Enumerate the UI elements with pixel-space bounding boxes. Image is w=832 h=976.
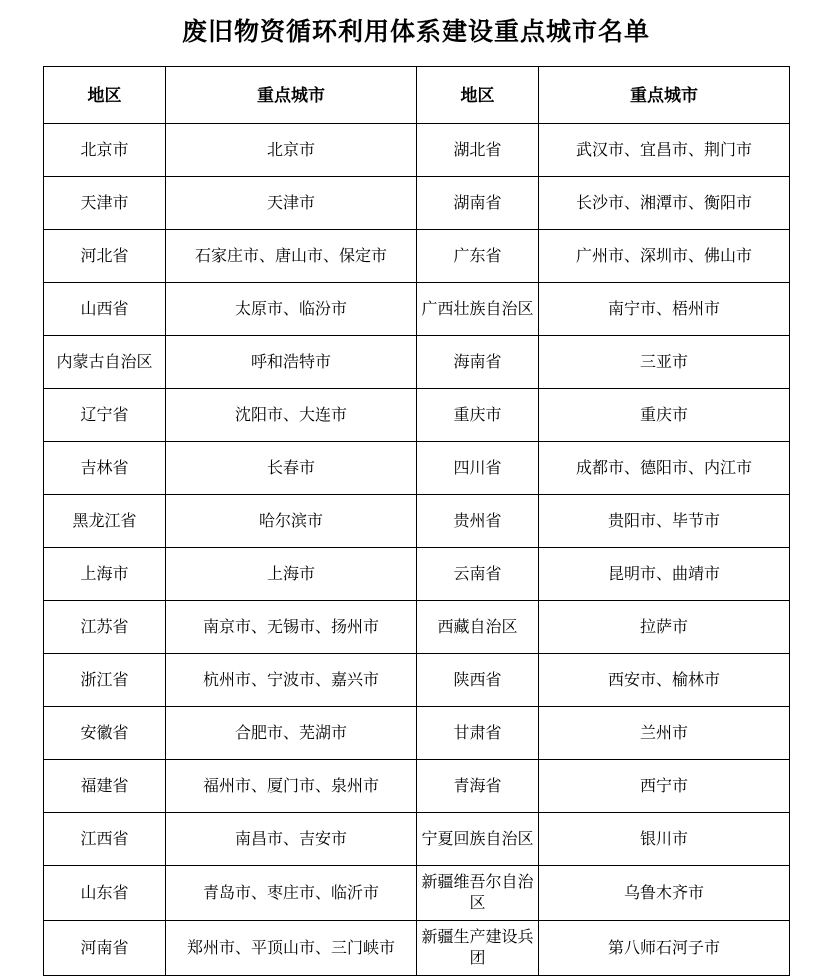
- cell-cities: 南昌市、吉安市: [166, 813, 417, 866]
- table-row: [44, 283, 790, 336]
- table-row: [44, 177, 790, 230]
- table-row: [44, 813, 790, 866]
- cell-region: 山东省: [44, 866, 166, 921]
- table-row: [44, 921, 790, 976]
- cell-region: 福建省: [44, 760, 166, 813]
- cell-region: 黑龙江省: [44, 495, 166, 548]
- table-row: [44, 707, 790, 760]
- table-row: [44, 548, 790, 601]
- cell-cities: 上海市: [166, 548, 417, 601]
- cell-cities: 成都市、德阳市、内江市: [539, 442, 790, 495]
- cell-cities: 石家庄市、唐山市、保定市: [166, 230, 417, 283]
- cell-region: 新疆生产建设兵团: [417, 921, 539, 976]
- cell-region: 贵州省: [417, 495, 539, 548]
- cell-cities: 天津市: [166, 177, 417, 230]
- cell-region: 天津市: [44, 177, 166, 230]
- table-container: [43, 66, 789, 976]
- cell-cities: 郑州市、平顶山市、三门峡市: [166, 921, 417, 976]
- cell-cities: 沈阳市、大连市: [166, 389, 417, 442]
- cell-region: 西藏自治区: [417, 601, 539, 654]
- cell-cities: 青岛市、枣庄市、临沂市: [166, 866, 417, 921]
- cell-region: 湖南省: [417, 177, 539, 230]
- table-row: [44, 601, 790, 654]
- cell-cities: 乌鲁木齐市: [539, 866, 790, 921]
- cell-region: 湖北省: [417, 124, 539, 177]
- cell-cities: 拉萨市: [539, 601, 790, 654]
- cell-cities: 重庆市: [539, 389, 790, 442]
- cell-region: 广西壮族自治区: [417, 283, 539, 336]
- cell-region: 浙江省: [44, 654, 166, 707]
- cell-region: 甘肃省: [417, 707, 539, 760]
- table-row: [44, 336, 790, 389]
- cell-cities: 兰州市: [539, 707, 790, 760]
- cell-cities: 贵阳市、毕节市: [539, 495, 790, 548]
- cell-region: 安徽省: [44, 707, 166, 760]
- column-header-cities-2: 重点城市: [539, 67, 790, 124]
- table-body: [44, 124, 790, 976]
- cell-cities: 太原市、临汾市: [166, 283, 417, 336]
- cell-region: 山西省: [44, 283, 166, 336]
- column-header-region-1: 地区: [44, 67, 166, 124]
- key-cities-table: [43, 66, 790, 976]
- cell-region: 陕西省: [417, 654, 539, 707]
- cell-region: 江苏省: [44, 601, 166, 654]
- column-header-region-2: 地区: [417, 67, 539, 124]
- cell-cities: 哈尔滨市: [166, 495, 417, 548]
- cell-cities: 广州市、深圳市、佛山市: [539, 230, 790, 283]
- table-row: [44, 760, 790, 813]
- cell-cities: 北京市: [166, 124, 417, 177]
- cell-region: 云南省: [417, 548, 539, 601]
- cell-cities: 呼和浩特市: [166, 336, 417, 389]
- cell-region: 四川省: [417, 442, 539, 495]
- page-title: 废旧物资循环利用体系建设重点城市名单: [181, 19, 650, 46]
- table-row: [44, 124, 790, 177]
- cell-cities: 长春市: [166, 442, 417, 495]
- cell-cities: 第八师石河子市: [539, 921, 790, 976]
- table-header-row: [44, 67, 790, 124]
- table-row: [44, 389, 790, 442]
- cell-region: 辽宁省: [44, 389, 166, 442]
- cell-cities: 福州市、厦门市、泉州市: [166, 760, 417, 813]
- cell-cities: 三亚市: [539, 336, 790, 389]
- cell-region: 上海市: [44, 548, 166, 601]
- table-row: [44, 866, 790, 921]
- cell-region: 内蒙古自治区: [44, 336, 166, 389]
- table-row: [44, 230, 790, 283]
- cell-region: 重庆市: [417, 389, 539, 442]
- cell-cities: 长沙市、湘潭市、衡阳市: [539, 177, 790, 230]
- cell-region: 海南省: [417, 336, 539, 389]
- cell-region: 北京市: [44, 124, 166, 177]
- cell-cities: 南宁市、梧州市: [539, 283, 790, 336]
- table-row: [44, 495, 790, 548]
- cell-cities: 杭州市、宁波市、嘉兴市: [166, 654, 417, 707]
- cell-cities: 合肥市、芜湖市: [166, 707, 417, 760]
- cell-cities: 西宁市: [539, 760, 790, 813]
- cell-region: 河南省: [44, 921, 166, 976]
- cell-cities: 西安市、榆林市: [539, 654, 790, 707]
- cell-region: 青海省: [417, 760, 539, 813]
- cell-region: 河北省: [44, 230, 166, 283]
- cell-cities: 银川市: [539, 813, 790, 866]
- column-header-cities-1: 重点城市: [166, 67, 417, 124]
- table-row: [44, 442, 790, 495]
- cell-cities: 武汉市、宜昌市、荆门市: [539, 124, 790, 177]
- cell-region: 江西省: [44, 813, 166, 866]
- cell-region: 新疆维吾尔自治区: [417, 866, 539, 921]
- document-page: [0, 16, 832, 967]
- cell-cities: 南京市、无锡市、扬州市: [166, 601, 417, 654]
- table-header: [44, 67, 790, 124]
- cell-region: 宁夏回族自治区: [417, 813, 539, 866]
- table-row: [44, 654, 790, 707]
- cell-region: 吉林省: [44, 442, 166, 495]
- cell-region: 广东省: [417, 230, 539, 283]
- cell-cities: 昆明市、曲靖市: [539, 548, 790, 601]
